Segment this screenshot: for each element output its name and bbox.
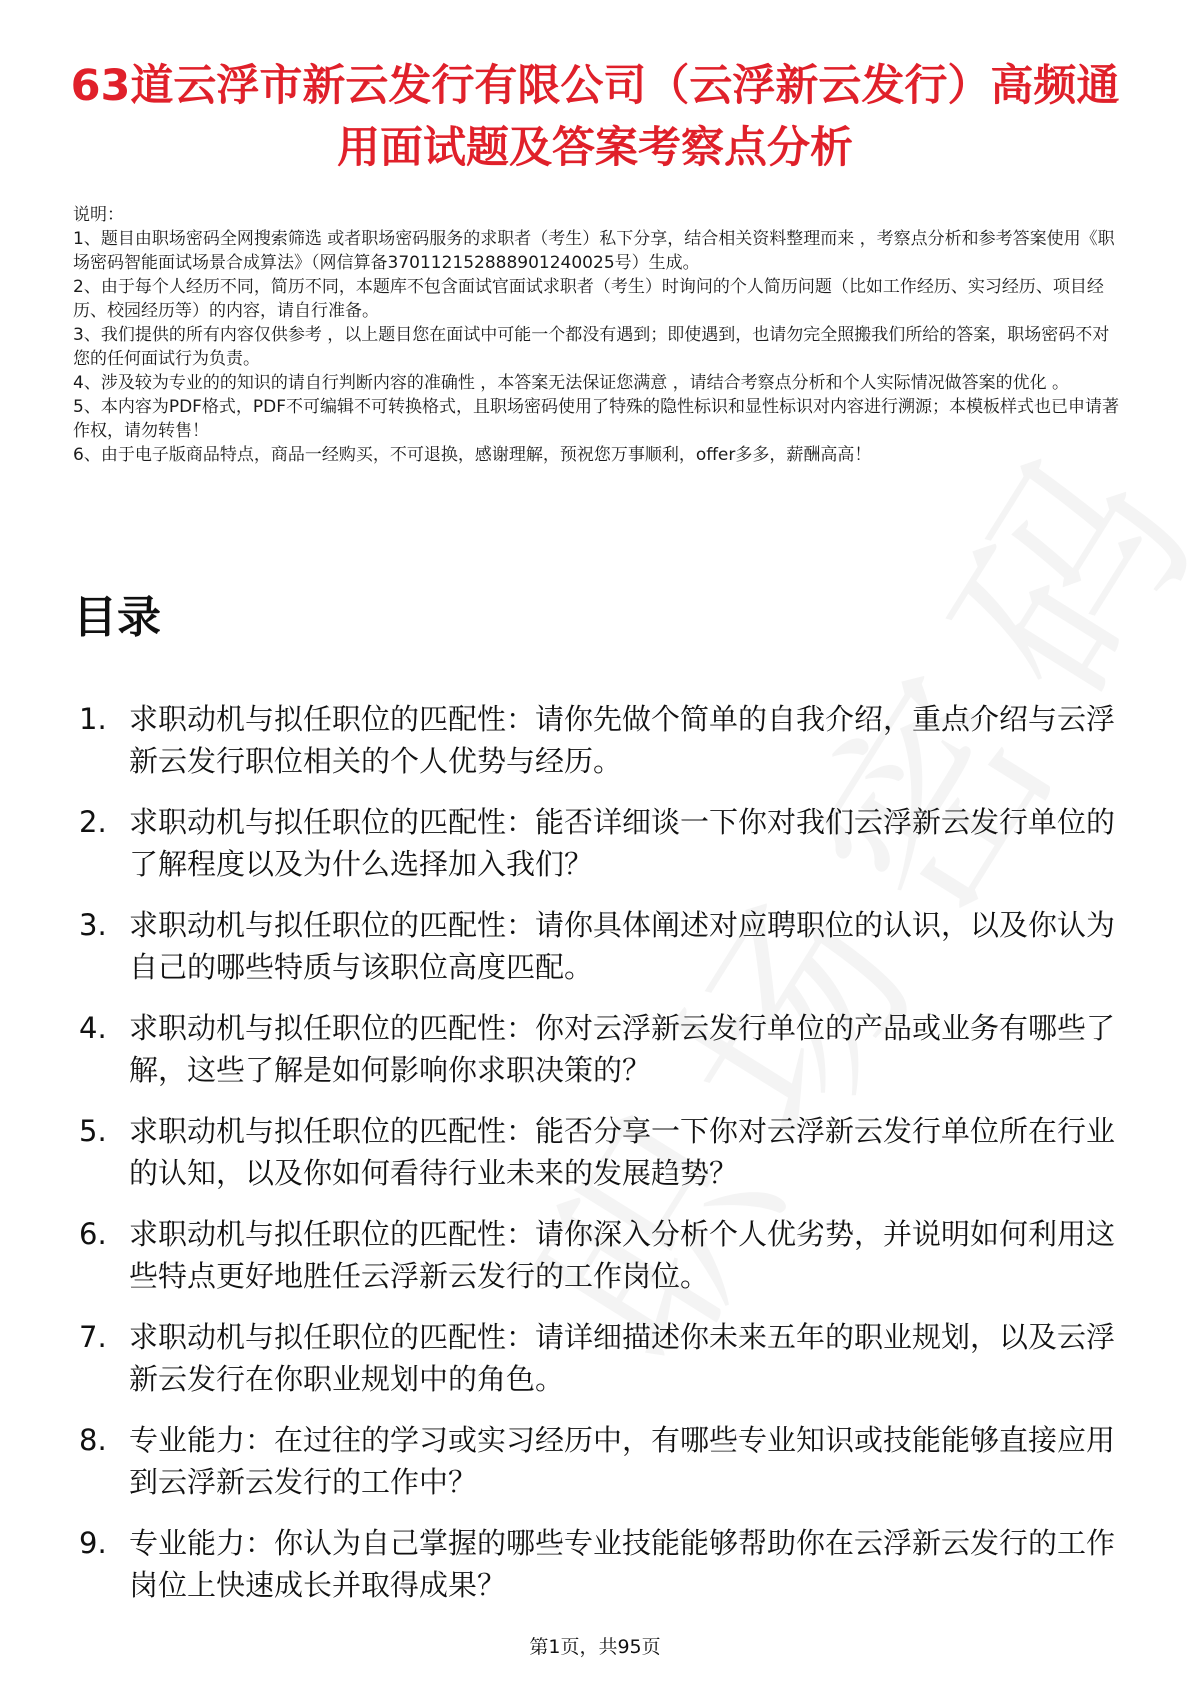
notes-heading: 说明： (73, 205, 124, 225)
toc-item-number: 6. (79, 1217, 107, 1251)
note-item: 5、本内容为PDF格式，PDF不可编辑不可转换格式，且职场密码使用了特殊的隐性标识和显性标识对内容进行溯源；本模板样式也已申请著作权，请勿转售！ (73, 397, 1120, 441)
toc-item-text: 专业能力：你认为自己掌握的哪些专业技能能够帮助你在云浮新云发行的工作岗位上快速成长并取得成果？ (129, 1526, 1116, 1602)
note-item: 6、由于电子版商品特点，商品一经购买，不可退换，感谢理解，预祝您万事顺利，offer多多，薪酬高高！ (73, 445, 872, 465)
toc-item[interactable] (73, 1316, 1123, 1400)
toc-item-number: 7. (79, 1320, 107, 1354)
document-title: 63道云浮市新云发行有限公司（云浮新云发行）高频通用面试题及答案考察点分析 (70, 61, 1120, 173)
toc-item[interactable] (73, 1522, 1123, 1606)
toc-item-number: 4. (79, 1011, 107, 1045)
note-item: 4、涉及较为专业的的知识的请自行判断内容的准确性 ，本答案无法保证您满意 ，请结合考察点分析和个人实际情况做答案的优化 。 (73, 373, 1070, 393)
note-item: 3、我们提供的所有内容仅供参考 ，以上题目您在面试中可能一个都没有遇到；即使遇到，也请勿完全照搬我们所给的答案，职场密码不对您的任何面试行为负责。 (73, 325, 1110, 369)
toc-item[interactable] (73, 904, 1123, 988)
toc-item-text: 求职动机与拟任职位的匹配性：请详细描述你未来五年的职业规划，以及云浮新云发行在你职业规划中的角色。 (129, 1320, 1116, 1396)
toc-item-number: 3. (79, 908, 107, 942)
note-item: 1、题目由职场密码全网搜索筛选 或者职场密码服务的求职者（考生）私下分享，结合相关资料整理而来 ，考察点分析和参考答案使用《职场密码智能面试场景合成算法》（网信算备370112152888901240025号）生成。 (73, 229, 1115, 273)
toc-item-text: 求职动机与拟任职位的匹配性：能否分享一下你对云浮新云发行单位所在行业的认知，以及你如何看待行业未来的发展趋势？ (129, 1114, 1116, 1190)
toc-item[interactable] (73, 1213, 1123, 1297)
toc-item-number: 1. (79, 702, 107, 736)
toc-item[interactable] (73, 801, 1123, 885)
toc-item[interactable] (73, 1007, 1123, 1091)
toc-item-number: 9. (79, 1526, 107, 1560)
toc-item[interactable] (73, 698, 1123, 782)
toc-list (73, 698, 1123, 1625)
note-item: 2、由于每个人经历不同，简历不同，本题库不包含面试官面试求职者（考生）时询问的个人简历问题（比如工作经历、实习经历、项目经历、校园经历等）的内容，请自行准备。 (73, 277, 1104, 321)
toc-item-text: 求职动机与拟任职位的匹配性：请你具体阐述对应聘职位的认识，以及你认为自己的哪些特质与该职位高度匹配。 (129, 908, 1116, 984)
toc-item-text: 求职动机与拟任职位的匹配性：你对云浮新云发行单位的产品或业务有哪些了解，这些了解是如何影响你求职决策的？ (129, 1011, 1116, 1087)
toc-item-text: 求职动机与拟任职位的匹配性：能否详细谈一下你对我们云浮新云发行单位的了解程度以及为什么选择加入我们？ (129, 805, 1116, 881)
toc-item[interactable] (73, 1419, 1123, 1503)
toc-item-number: 8. (79, 1423, 107, 1457)
toc-item-text: 专业能力：在过往的学习或实习经历中，有哪些专业知识或技能能够直接应用到云浮新云发行的工作中？ (129, 1423, 1116, 1499)
page-footer: 第1页，共95页 (529, 1636, 661, 1658)
toc-item-number: 5. (79, 1114, 107, 1148)
toc-item[interactable] (73, 1110, 1123, 1194)
toc-item-text: 求职动机与拟任职位的匹配性：请你深入分析个人优劣势，并说明如何利用这些特点更好地胜任云浮新云发行的工作岗位。 (129, 1217, 1116, 1293)
toc-item-text: 求职动机与拟任职位的匹配性：请你先做个简单的自我介绍，重点介绍与云浮新云发行职位相关的个人优势与经历。 (129, 702, 1116, 778)
toc-heading: 目录 (73, 592, 161, 643)
notes-section (73, 203, 1123, 467)
toc-item-number: 2. (79, 805, 107, 839)
